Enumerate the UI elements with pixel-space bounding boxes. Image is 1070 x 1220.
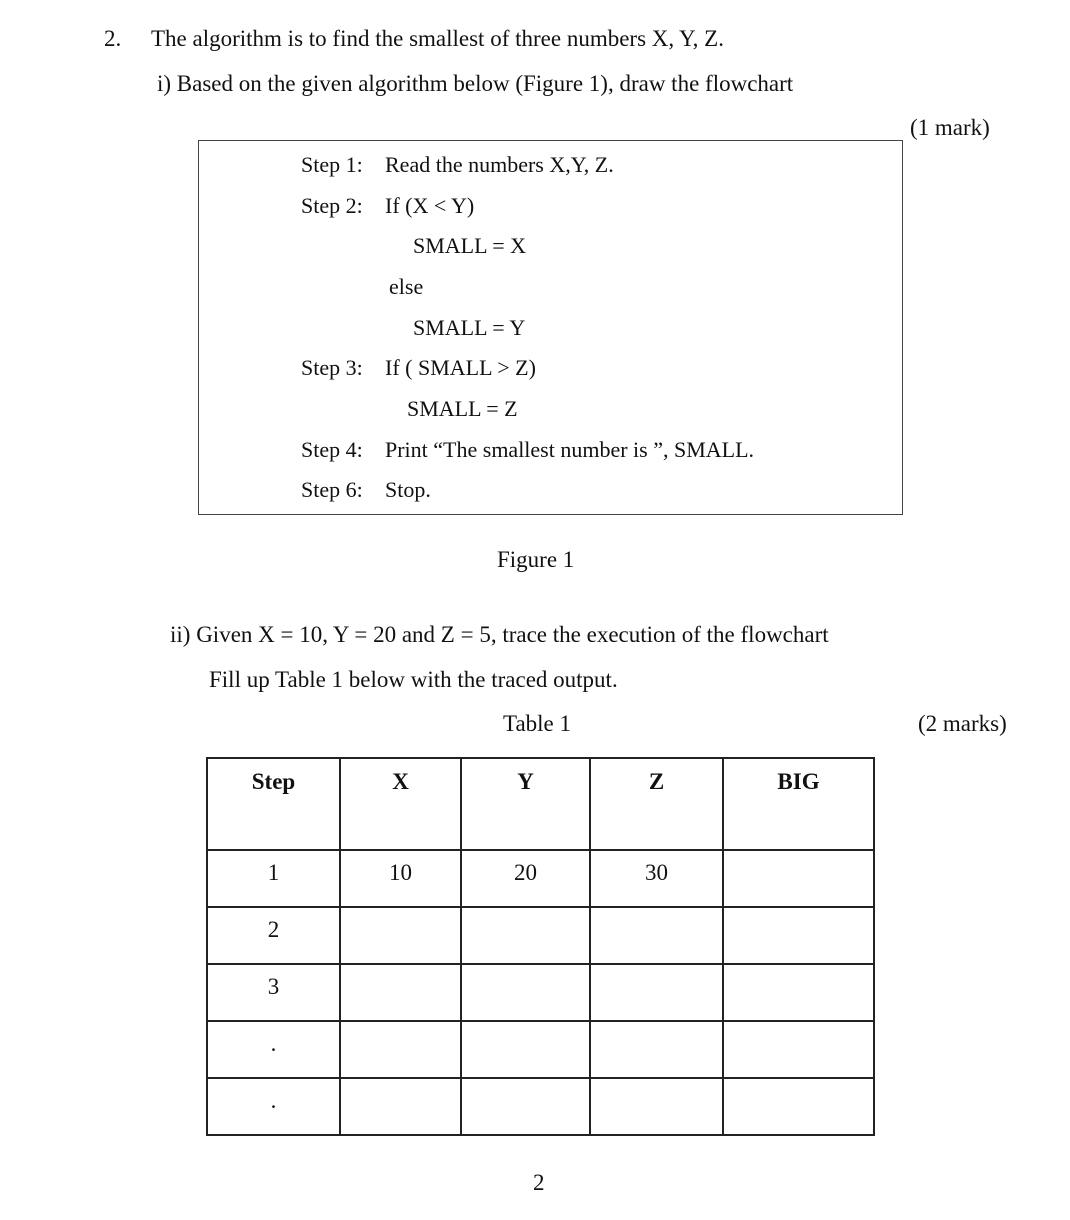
step2-else-then: SMALL = Y [413, 315, 526, 340]
table-cell [461, 1021, 590, 1078]
figure-caption: Figure 1 [497, 547, 575, 572]
table-cell: 30 [590, 850, 723, 907]
table-cell [723, 1078, 874, 1135]
question-number: 2. [104, 26, 122, 51]
algorithm-box [198, 140, 903, 515]
table-cell [723, 850, 874, 907]
table-cell [723, 964, 874, 1021]
table-row [207, 964, 874, 1021]
part-ii-marks: (2 marks) [918, 711, 1007, 736]
header-big: BIG [723, 758, 874, 850]
table-cell: 3 [207, 964, 340, 1021]
table-cell [461, 1078, 590, 1135]
table-row [207, 1021, 874, 1078]
step3-text: If ( SMALL > Z) [385, 355, 536, 380]
table-cell [340, 964, 461, 1021]
table-cell: 2 [207, 907, 340, 964]
table-row [207, 1078, 874, 1135]
page-number: 2 [533, 1170, 545, 1195]
table-caption: Table 1 [503, 711, 572, 736]
part-ii-line1: ii) Given X = 10, Y = 20 and Z = 5, trace the execution of the flowchart [170, 622, 829, 647]
header-x: X [340, 758, 461, 850]
header-step: Step [207, 758, 340, 850]
table-cell [340, 907, 461, 964]
step4-text: Print “The smallest number is ”, SMALL. [385, 437, 755, 462]
step1-label: Step 1: [301, 152, 363, 177]
step3-then: SMALL = Z [407, 396, 518, 421]
table-cell [461, 907, 590, 964]
trace-table [206, 757, 875, 1136]
step6-text: Stop. [385, 477, 431, 502]
table-row [207, 907, 874, 964]
table-cell [590, 1078, 723, 1135]
step4-label: Step 4: [301, 437, 363, 462]
step2-else: else [389, 274, 424, 299]
part-i-marks: (1 mark) [910, 115, 990, 140]
table-cell [461, 964, 590, 1021]
step6-label: Step 6: [301, 477, 363, 502]
table-row [207, 850, 874, 907]
step2-text: If (X < Y) [385, 193, 475, 218]
table-header-row [207, 758, 874, 850]
table-cell: . [207, 1021, 340, 1078]
table-cell [723, 907, 874, 964]
table-cell [590, 907, 723, 964]
table-cell [590, 1021, 723, 1078]
table-cell: 20 [461, 850, 590, 907]
header-z: Z [590, 758, 723, 850]
table-cell: . [207, 1078, 340, 1135]
question-text: The algorithm is to find the smallest of three numbers X, Y, Z. [151, 26, 724, 51]
part-i-text: i) Based on the given algorithm below (Figure 1), draw the flowchart [157, 71, 794, 96]
step2-label: Step 2: [301, 193, 363, 218]
part-ii-line2: Fill up Table 1 below with the traced output. [209, 667, 618, 692]
step2-then: SMALL = X [413, 233, 527, 258]
table-cell: 10 [340, 850, 461, 907]
table-cell [340, 1021, 461, 1078]
table-cell [590, 964, 723, 1021]
table-cell: 1 [207, 850, 340, 907]
step1-text: Read the numbers X,Y, Z. [385, 152, 614, 177]
step3-label: Step 3: [301, 355, 363, 380]
table-cell [340, 1078, 461, 1135]
header-y: Y [461, 758, 590, 850]
table-cell [723, 1021, 874, 1078]
